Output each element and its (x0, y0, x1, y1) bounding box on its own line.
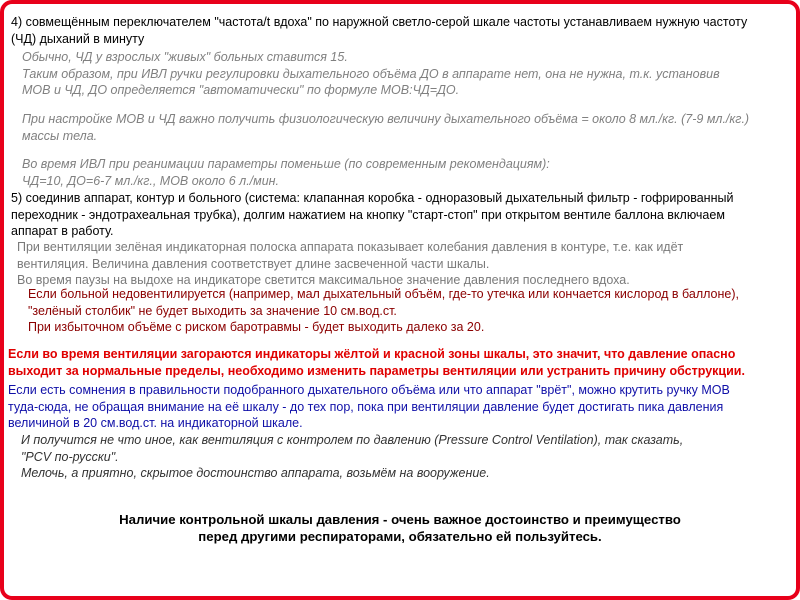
step-5-text (11, 190, 733, 240)
text-line: При вентиляции зелёная индикаторная полоска аппарата показывает колебания давления в контуре, т.е. как идёт (17, 240, 684, 254)
text-line: перед другими респираторами, обязательно ей пользуйтесь. (198, 529, 602, 544)
text-line: Во время ИВЛ при реанимации параметры поменьше (по современным рекомендациям): (22, 157, 550, 171)
text-line: аппарат в работу. (11, 224, 114, 239)
text-line: Обычно, ЧД у взрослых "живых" больных ставится 15. (22, 50, 348, 64)
text-line: При настройке МОВ и ЧД важно получить физиологическую величину дыхательного объёма = около 8 мл./кг. (7-9 мл./кг.) (22, 112, 750, 126)
text-line: Наличие контрольной шкалы давления - очень важное достоинство и преимущество (119, 512, 681, 527)
note-rate (22, 49, 720, 99)
text-line: выходит за нормальные пределы, необходимо изменить параметры вентиляции или устранить причину обструкции. (8, 363, 745, 378)
text-line: туда-сюда, не обращая внимание на её шкалу - до тех пор, пока при вентиляции давление будет достигать пика давления (8, 399, 724, 414)
text-line: ЧД=10, ДО=6-7 мл./кг., МОВ около 6 л./мин. (22, 173, 280, 188)
text-line: Если во время вентиляции загораются индикаторы жёлтой и красной зоны шкалы, это значит, что давление опасно (8, 347, 736, 361)
note-pressure-limits (28, 286, 739, 336)
text-line: величиной в 20 см.вод.ст. на индикаторной шкале. (8, 416, 303, 431)
text-line: вентиляция. Величина давления соответствует длине засвеченной части шкалы. (17, 256, 490, 271)
text-line: Таким образом, при ИВЛ ручки регулировки дыхательного объёма ДО в аппарате нет, она не нужна, т.к. установив (22, 66, 720, 81)
text-line: переходник - эндотрахеальная трубка), долгим нажатием на кнопку "старт-стоп" при открытом вентиле баллона включаем (11, 207, 725, 222)
tip-text (8, 382, 730, 432)
text-line: При избыточном объёме с риском баротравмы - будет выходить далеко за 20. (28, 320, 485, 335)
text-line: "зелёный столбик" не будет выходить за значение 10 см.вод.ст. (28, 303, 397, 318)
text-line: 5) соединив аппарат, контур и больного (система: клапанная коробка - одноразовый дыхательный фильтр - гофрированный (11, 191, 734, 205)
note-indicator (17, 239, 683, 289)
text-line: И получится не что иное, как вентиляция с контролем по давлению (Pressure Control Ventilation), так сказать, (21, 433, 684, 447)
text-line: 4) совмещённым переключателем "частота/t вдоха" по наружной светло-серой шкале частоты устанавливаем нужную частоту (11, 15, 748, 29)
note-resuscitation (22, 156, 550, 189)
note-volume (22, 111, 749, 144)
text-line: МОВ и ЧД, ДО определяется "автоматически" по формуле МОВ:ЧД=ДО. (22, 83, 460, 98)
text-line: Если больной недовентилируется (например, мал дыхательный объём, где-то утечка или кончается кислород в баллоне), (28, 287, 739, 301)
pcv-note (21, 432, 683, 482)
text-line: "PCV по-русски". (21, 449, 119, 464)
text-line: Во время паузы на выдохе на индикаторе светится максимальное значение давления последнего вдоха. (17, 273, 630, 288)
text-line: (ЧД) дыханий в минуту (11, 31, 145, 46)
text-line: Если есть сомнения в правильности подобранного дыхательного объёма или что аппарат "врёт", можно крутить ручку МОВ (8, 383, 730, 397)
warning-text (8, 346, 745, 379)
step-4-text (11, 14, 747, 47)
text-line: массы тела. (22, 128, 98, 143)
text-line: Мелочь, а приятно, скрытое достоинство аппарата, возьмём на вооружение. (21, 466, 490, 481)
conclusion-text (4, 511, 796, 545)
